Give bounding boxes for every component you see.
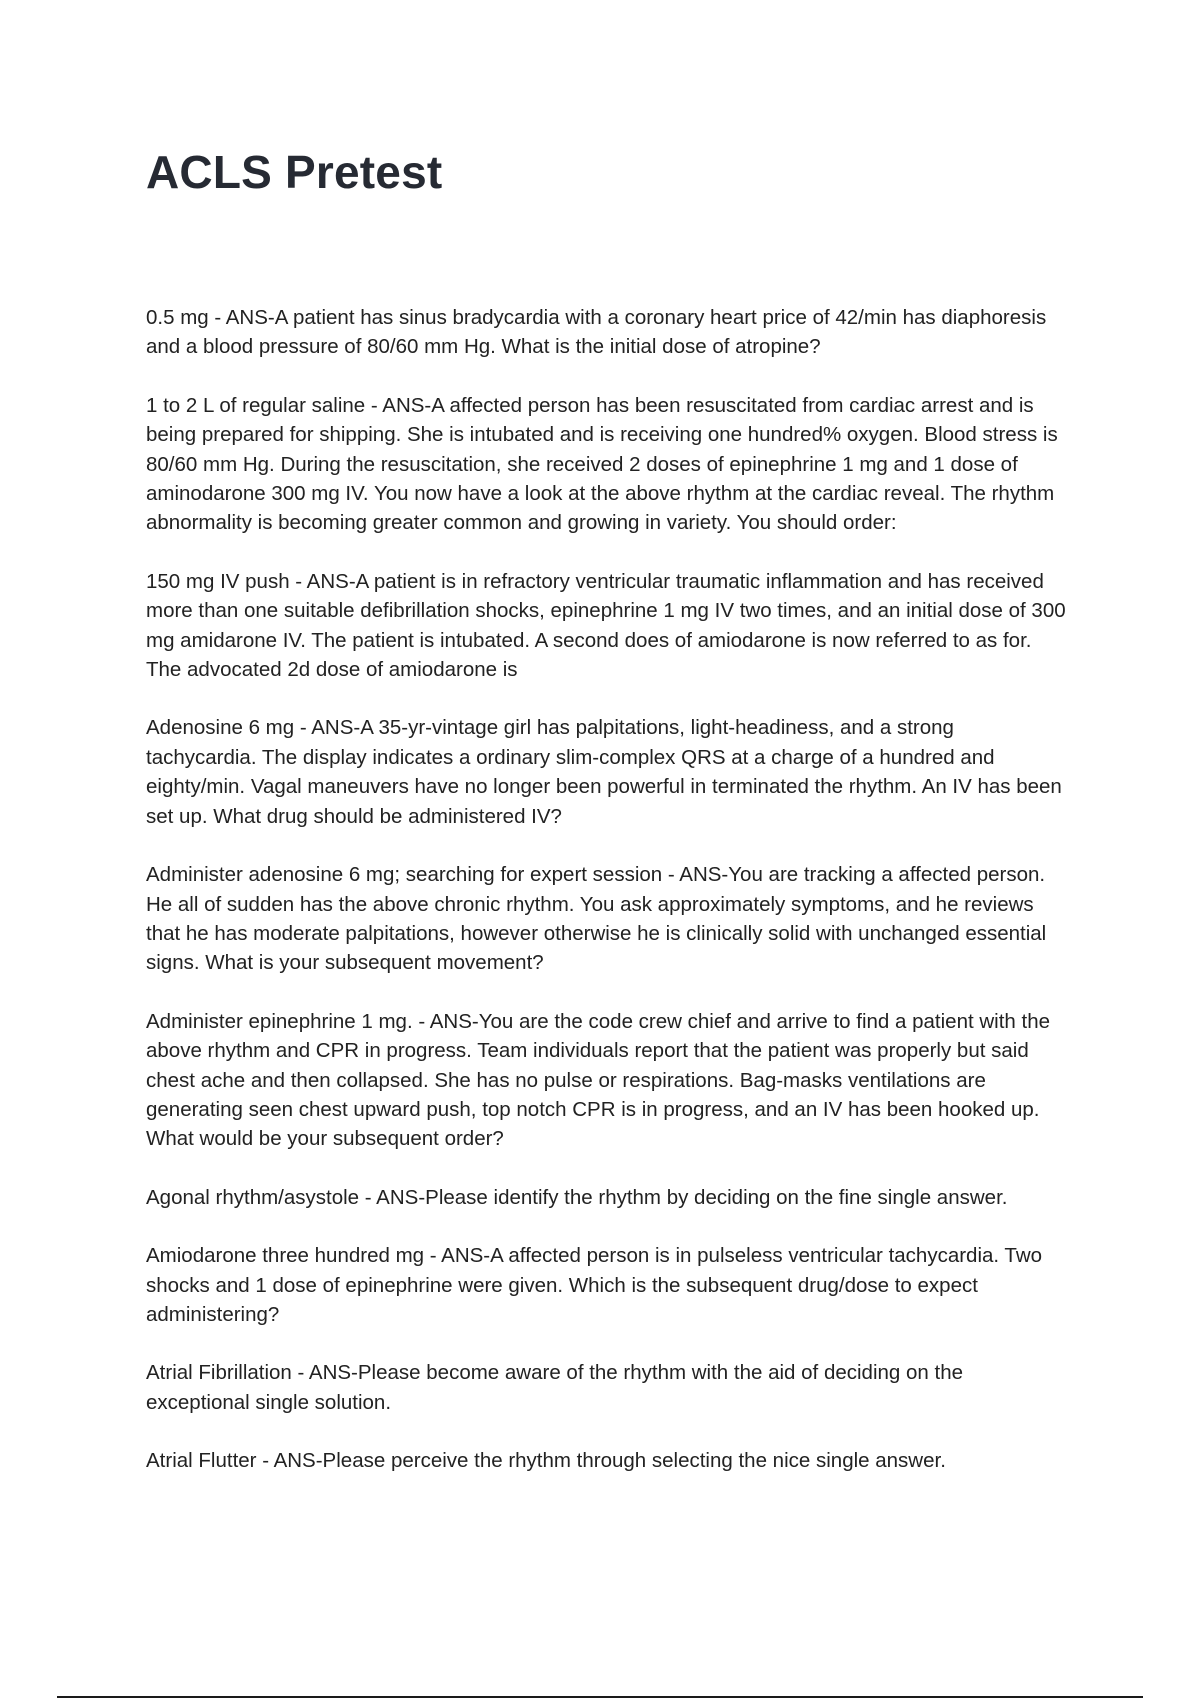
page-title: ACLS Pretest	[146, 146, 443, 198]
qa-item: Adenosine 6 mg - ANS-A 35-yr-vintage girl has palpitations, light-headiness, and a strong tachycardia. The display indicates a ordinary slim-complex QRS at a charge of a hundred and eighty/min. Vagal maneuvers have no longer been powerful in terminated the rhythm. An IV has been set up. What drug should be administered IV?	[146, 716, 1062, 828]
footer-divider	[57, 1696, 1143, 1698]
qa-item: 150 mg IV push - ANS-A patient is in refractory ventricular traumatic inflammation and has received more than one suitable defibrillation shocks, epinephrine 1 mg IV two times, and an initial dose of 300 mg amidarone IV. The patient is intubated. A second does of amiodarone is now referred to as for. The advocated 2d dose of amiodarone is	[146, 569, 1066, 682]
qa-item: Administer epinephrine 1 mg. - ANS-You are the code crew chief and arrive to find a patient with the above rhythm and CPR in progress. Team individuals report that the patient was properly but said chest ache and then collapsed. She has no pulse or respirations. Bag-masks ventilations are generating seen chest upward push, top notch CPR is in progress, and an IV has been hooked up. What would be your subsequent order?	[146, 1009, 1051, 1151]
qa-item: 1 to 2 L of regular saline - ANS-A affected person has been resuscitated from cardiac arrest and is being prepared for shipping. She is intubated and is receiving one hundred% oxygen. Blood stress is 80/60 mm Hg. During the resuscitation, she received 2 doses of epinephrine 1 mg and 1 dose of aminodarone 300 mg IV. You now have a look at the above rhythm at the cardiac reveal. The rhythm abnormality is becoming greater common and growing in variety. You should order:	[146, 393, 1058, 535]
qa-item: Atrial Flutter - ANS-Please perceive the rhythm through selecting the nice single answer.	[146, 1449, 946, 1473]
qa-item: Atrial Fibrillation - ANS-Please become aware of the rhythm with the aid of deciding on the exceptional single solution.	[146, 1361, 963, 1414]
qa-item: Administer adenosine 6 mg; searching for expert session - ANS-You are tracking a affected person. He all of sudden has the above chronic rhythm. You ask approximately symptoms, and he reviews that he has moderate palpitations, however otherwise he is clinically solid with unchanged essential signs. What is your subsequent movement?	[146, 863, 1047, 975]
qa-list	[146, 303, 1066, 1505]
qa-item: Amiodarone three hundred mg - ANS-A affected person is in pulseless ventricular tachycardia. Two shocks and 1 dose of epinephrine were given. Which is the subsequent drug/dose to expect administering?	[146, 1244, 1043, 1326]
qa-item: Agonal rhythm/asystole - ANS-Please identify the rhythm by deciding on the fine single answer.	[146, 1185, 1008, 1209]
qa-item: 0.5 mg - ANS-A patient has sinus bradycardia with a coronary heart price of 42/min has diaphoresis and a blood pressure of 80/60 mm Hg. What is the initial dose of atropine?	[146, 306, 1047, 359]
